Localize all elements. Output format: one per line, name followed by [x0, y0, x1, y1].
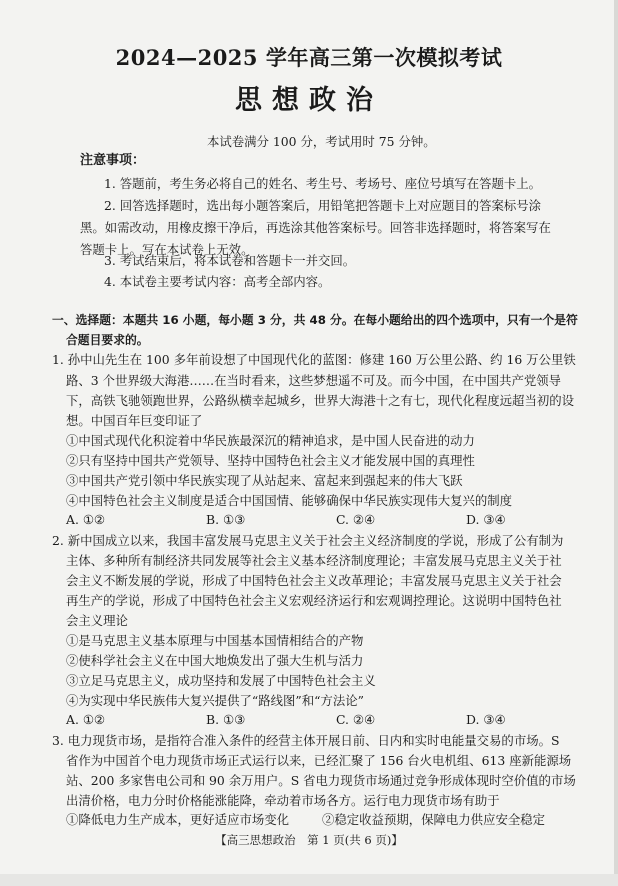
page-footer: 【高三思想政治 第 1 页(共 6 页)】: [215, 833, 403, 847]
question-2-stem: 再生产的学说，形成了中国特色社会主义宏观经济运行和宏观调控理论。这说明中国特色社: [66, 593, 562, 608]
question-1-stem: 路、3 个世界级大海港……在当时看来，这些梦想遥不可及。而今中国，在中国共产党领导: [66, 373, 562, 388]
scan-edge: [614, 0, 618, 886]
exam-info: 本试卷满分 100 分，考试用时 75 分钟。: [207, 134, 436, 149]
question-2-stem: 会主义不断发展的学说，形成了中国特色社会主义改革理论；丰富发展马克思主义关于社会: [66, 573, 562, 588]
option-a: A. ①②: [66, 712, 106, 727]
question-1-stem: 下，高铁飞驰领跑世界，公路纵横幸起城乡，世界大海港十之有七，现代化程度远超当初的设: [66, 393, 575, 408]
question-2-stem: 会主义理论: [66, 613, 128, 628]
question-1-item: ③中国共产党引领中华民族实现了从站起来、富起来到强起来的伟大飞跃: [66, 473, 463, 488]
question-3-item: ②稳定收益预期，保障电力供应安全稳定: [322, 812, 546, 827]
question-3-stem: 3. 电力现货市场，是指符合准入条件的经营主体开展日前、日内和实时电能量交易的市场。S: [52, 733, 560, 748]
notice-line: 黑。如需改动，用橡皮擦干净后，再选涂其他答案标号。回答非选择题时，将答案写在: [80, 220, 551, 235]
notice-heading: 注意事项：: [80, 153, 146, 168]
question-1-item: ④中国特色社会主义制度是适合中国国情、能够确保中华民族实现伟大复兴的制度: [66, 493, 513, 508]
question-3-stem: 出清价格，电力分时价格能涨能降，牵动着市场各方。运行电力现货市场有助于: [66, 793, 500, 808]
question-2-item: ①是马克思主义基本原理与中国基本国情相结合的产物: [66, 633, 364, 648]
notice-line: 1. 答题前，考生务必将自己的姓名、考生号、考场号、座位号填写在答题卡上。: [104, 176, 542, 191]
option-d: D. ③④: [466, 712, 506, 727]
option-b: B. ①③: [206, 712, 246, 727]
scan-bottom-edge: [0, 874, 618, 886]
question-2-item: ③立足马克思主义，成功坚持和发展了中国特色社会主义: [66, 673, 376, 688]
question-2-item: ④为实现中华民族伟大复兴提供了“路线图”和“方法论”: [66, 693, 364, 708]
question-2-item: ②使科学社会主义在中国大地焕发出了强大生机与活力: [66, 653, 364, 668]
section-heading: 一、选择题：本题共 16 小题，每小题 3 分，共 48 分。在每小题给出的四个选项中，只有一个是符: [52, 313, 578, 327]
notice-line: 2. 回答选择题时，选出每小题答案后，用铅笔把答题卡上对应题目的答案标号涂: [104, 198, 542, 213]
notice-line: 答题卡上。写在本试卷上无效。: [80, 242, 254, 257]
question-2-stem: 2. 新中国成立以来，我国丰富发展马克思主义关于社会主义经济制度的学说，形成了公有制为: [52, 533, 564, 548]
question-3-stem: 省作为中国首个电力现货市场正式运行以来，已经汇聚了 156 台火电机组、613 座新能源场: [66, 753, 572, 768]
option-d: D. ③④: [466, 512, 506, 527]
option-c: C. ②④: [336, 712, 376, 727]
notice-line: 4. 本试卷主要考试内容：高考全部内容。: [104, 274, 331, 289]
question-1-item: ②只有坚持中国共产党领导、坚持中国特色社会主义才能发展中国的真理性: [66, 453, 475, 468]
question-3-item: ①降低电力生产成本，更好适应市场变化: [66, 812, 290, 827]
option-c: C. ②④: [336, 512, 376, 527]
option-b: B. ①③: [206, 512, 246, 527]
exam-title: 2024—2025 学年高三第一次模拟考试: [115, 45, 503, 70]
subject-title: 思想政治: [235, 85, 383, 116]
notice-line: 3. 考试结束后，将本试卷和答题卡一并交回。: [104, 253, 356, 268]
option-a: A. ①②: [66, 512, 106, 527]
question-1-stem: 想。中国百年巨变印证了: [66, 413, 203, 428]
question-1-stem: 1. 孙中山先生在 100 多年前设想了中国现代化的蓝图：修建 160 万公里公路、约 16 万公里铁: [52, 352, 576, 367]
question-2-stem: 主体、多种所有制经济共同发展等社会主义基本经济制度理论；丰富发展马克思主义关于社: [66, 553, 562, 568]
section-heading-cont: 合题目要求的。: [66, 333, 149, 347]
question-1-item: ①中国式现代化积淀着中华民族最深沉的精神追求，是中国人民奋进的动力: [66, 433, 475, 448]
question-3-stem: 站、200 多家售电公司和 90 余万用户。S 省电力现货市场通过竞争形成体现时空价值的市场: [66, 773, 576, 788]
